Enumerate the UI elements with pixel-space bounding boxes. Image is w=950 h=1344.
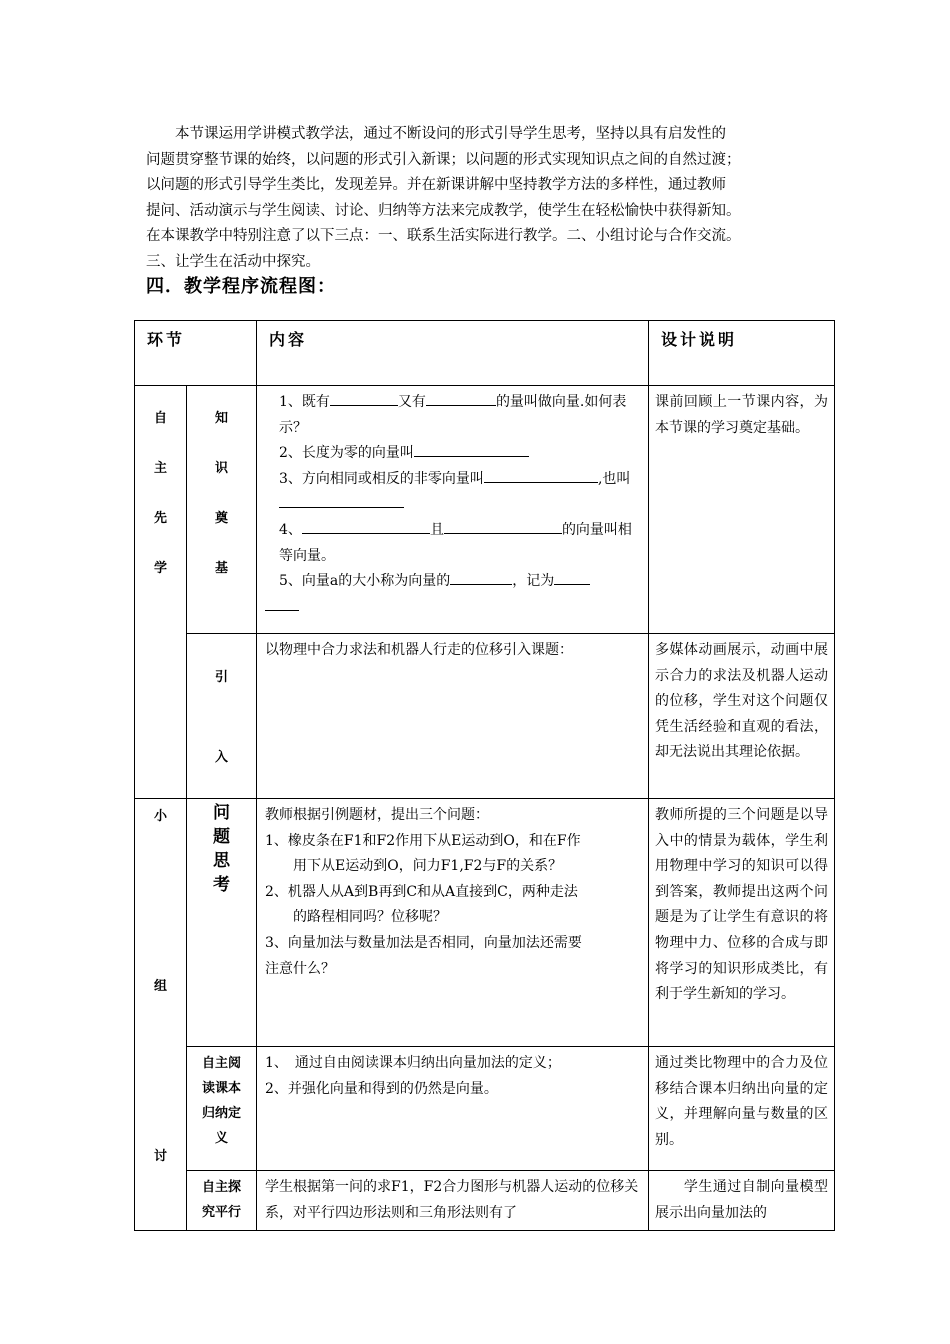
sub-intro: 引 入 (187, 634, 257, 799)
questions-note: 教师所提的三个问题是以导入中的情景为载体，学生利用物理中学习的知识可以得到答案，教师提出这两个问题是为了让学生有意识的将物理中力、位移的合成与即将学习的知识形成类比，有利于学生新知的学习。 (649, 799, 835, 1047)
header-content: 内容 (257, 321, 649, 386)
stage-group-discussion: 小 组 讨 (135, 799, 187, 1231)
section-heading: 四．教学程序流程图： (146, 276, 336, 297)
header-note: 设计说明 (649, 321, 835, 386)
table-row (135, 634, 835, 799)
intro-content: 以物理中合力求法和机器人行走的位移引入课题： (257, 634, 649, 799)
reading-note: 通过类比物理中的合力及位移结合课本归纳出向量的定义，并理解向量与数量的区别。 (649, 1047, 835, 1171)
header-stage: 环节 (135, 321, 257, 386)
knowledge-note: 课前回顾上一节课内容，为本节课的学习奠定基础。 (649, 386, 835, 634)
knowledge-content: 1、既有 又有 的量叫做向量.如何表示？ 2、长度为零的向量叫 3、方向相同或相反的非零向量叫 ,也叫 4、 且 的向量叫相等向量。 5、向量a的大小称为向量的 ，记为 (257, 386, 649, 634)
sub-explore: 自主探 究平行 (187, 1171, 257, 1231)
reading-content: 1、 通过自由阅读课本归纳出向量加法的定义； 2、并强化向量和得到的仍然是向量。 (257, 1047, 649, 1171)
table-row (135, 1047, 835, 1171)
intro-line: 在本课教学中特别注意了以下三点：一、联系生活实际进行教学。二、小组讨论与合作交流。 (146, 228, 741, 245)
intro-line: 本节课运用学讲模式教学法，通过不断设问的形式引导学生思考，坚持以具有启发性的 (175, 126, 726, 142)
intro-line: 以问题的形式引导学生类比，发现差异。并在新课讲解中坚持教学方法的多样性，通过教师 (146, 177, 726, 194)
table-row (135, 1171, 835, 1231)
questions-content: 教师根据引例题材，提出三个问题： 1、橡皮条在F1和F2作用下从E运动到O，和在F作 用下从E运动到O，问力F1,F2与F的关系？ 2、机器人从A到B再到C和从A直接到C，两种走法 的路程相同吗？位移呢？ 3、向量加法与数量加法是否相同，向量加法还需要 注意什么？ (257, 799, 649, 1047)
table-header-row (135, 321, 835, 386)
sub-questions: 问 题 思 考 (187, 799, 257, 1047)
intro-line: 三、让学生在活动中探究。 (146, 253, 320, 270)
sub-reading: 自主阅 读课本 归纳定 义 (187, 1047, 257, 1171)
table-row (135, 799, 835, 1047)
intro-note: 多媒体动画展示，动画中展示合力的求法及机器人运动的位移，学生对这个问题仅凭生活经验和直观的看法，却无法说出其理论依据。 (649, 634, 835, 799)
table-row (135, 386, 835, 634)
flow-table (134, 320, 835, 1231)
intro-paragraph (146, 122, 818, 276)
intro-line: 提问、活动演示与学生阅读、讨论、归纳等方法来完成教学，使学生在轻松愉快中获得新知。 (146, 202, 741, 219)
stage-self-study: 自 主 先 学 (135, 386, 187, 799)
intro-line: 问题贯穿整节课的始终，以问题的形式引入新课；以问题的形式实现知识点之间的自然过渡； (146, 151, 741, 168)
sub-knowledge: 知 识 奠 基 (187, 386, 257, 634)
explore-content: 学生根据第一问的求F1，F2合力图形与机器人运动的位移关系，对平行四边形法则和三角形法则有了 (257, 1171, 649, 1231)
explore-note: 学生通过自制向量模型展示出向量加法的 (649, 1171, 835, 1231)
